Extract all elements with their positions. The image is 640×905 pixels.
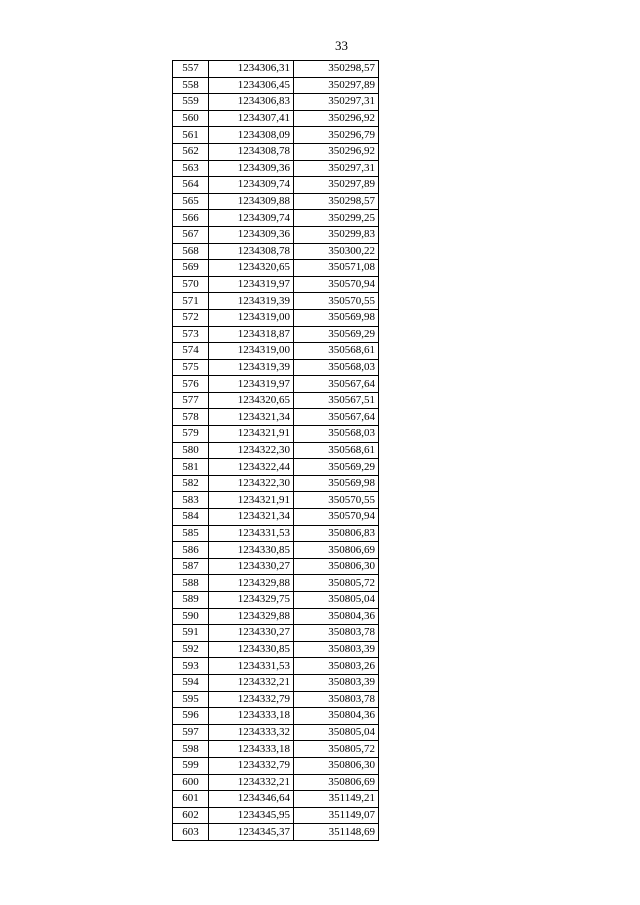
point-number-cell: 595 [173, 691, 209, 708]
y-coordinate-cell: 350803,26 [294, 658, 379, 675]
table-row [173, 276, 379, 293]
table-row [173, 94, 379, 111]
table-row [173, 160, 379, 177]
x-coordinate-cell: 1234322,30 [209, 475, 294, 492]
x-coordinate-cell: 1234319,39 [209, 293, 294, 310]
x-coordinate-cell: 1234309,88 [209, 193, 294, 210]
point-number-cell: 588 [173, 575, 209, 592]
x-coordinate-cell: 1234345,95 [209, 807, 294, 824]
point-number-cell: 557 [173, 61, 209, 78]
y-coordinate-cell: 350299,83 [294, 226, 379, 243]
x-coordinate-cell: 1234329,88 [209, 608, 294, 625]
table-row [173, 376, 379, 393]
table-row [173, 724, 379, 741]
y-coordinate-cell: 350569,29 [294, 459, 379, 476]
point-number-cell: 565 [173, 193, 209, 210]
y-coordinate-cell: 350805,72 [294, 741, 379, 758]
table-row [173, 741, 379, 758]
table-row [173, 61, 379, 78]
x-coordinate-cell: 1234321,34 [209, 409, 294, 426]
point-number-cell: 586 [173, 542, 209, 559]
table-row [173, 558, 379, 575]
table-row [173, 791, 379, 808]
table-row [173, 193, 379, 210]
point-number-cell: 559 [173, 94, 209, 111]
x-coordinate-cell: 1234306,31 [209, 61, 294, 78]
coordinates-table-container [172, 60, 379, 841]
y-coordinate-cell: 350803,39 [294, 641, 379, 658]
table-row [173, 641, 379, 658]
x-coordinate-cell: 1234308,78 [209, 243, 294, 260]
table-row [173, 226, 379, 243]
point-number-cell: 594 [173, 674, 209, 691]
point-number-cell: 581 [173, 459, 209, 476]
table-row [173, 774, 379, 791]
point-number-cell: 578 [173, 409, 209, 426]
point-number-cell: 592 [173, 641, 209, 658]
table-row [173, 392, 379, 409]
y-coordinate-cell: 350803,39 [294, 674, 379, 691]
x-coordinate-cell: 1234309,74 [209, 177, 294, 194]
y-coordinate-cell: 350298,57 [294, 61, 379, 78]
y-coordinate-cell: 350806,30 [294, 757, 379, 774]
y-coordinate-cell: 350805,04 [294, 592, 379, 609]
y-coordinate-cell: 350567,64 [294, 376, 379, 393]
table-row [173, 260, 379, 277]
point-number-cell: 585 [173, 525, 209, 542]
table-row [173, 177, 379, 194]
point-number-cell: 574 [173, 343, 209, 360]
y-coordinate-cell: 350803,78 [294, 625, 379, 642]
table-row [173, 409, 379, 426]
y-coordinate-cell: 350570,55 [294, 492, 379, 509]
y-coordinate-cell: 350804,36 [294, 708, 379, 725]
y-coordinate-cell: 350570,94 [294, 509, 379, 526]
y-coordinate-cell: 350568,61 [294, 343, 379, 360]
point-number-cell: 593 [173, 658, 209, 675]
y-coordinate-cell: 350568,03 [294, 359, 379, 376]
x-coordinate-cell: 1234318,87 [209, 326, 294, 343]
table-row [173, 343, 379, 360]
x-coordinate-cell: 1234306,45 [209, 77, 294, 94]
x-coordinate-cell: 1234330,27 [209, 558, 294, 575]
x-coordinate-cell: 1234321,34 [209, 509, 294, 526]
point-number-cell: 584 [173, 509, 209, 526]
y-coordinate-cell: 350804,36 [294, 608, 379, 625]
x-coordinate-cell: 1234322,44 [209, 459, 294, 476]
x-coordinate-cell: 1234331,53 [209, 658, 294, 675]
y-coordinate-cell: 350806,69 [294, 774, 379, 791]
y-coordinate-cell: 350570,94 [294, 276, 379, 293]
coordinates-table [172, 60, 379, 841]
point-number-cell: 600 [173, 774, 209, 791]
point-number-cell: 582 [173, 475, 209, 492]
y-coordinate-cell: 350299,25 [294, 210, 379, 227]
point-number-cell: 576 [173, 376, 209, 393]
table-row [173, 210, 379, 227]
y-coordinate-cell: 350567,64 [294, 409, 379, 426]
table-row [173, 542, 379, 559]
x-coordinate-cell: 1234307,41 [209, 110, 294, 127]
y-coordinate-cell: 350296,79 [294, 127, 379, 144]
table-row [173, 127, 379, 144]
point-number-cell: 562 [173, 143, 209, 160]
table-row [173, 708, 379, 725]
point-number-cell: 571 [173, 293, 209, 310]
x-coordinate-cell: 1234319,39 [209, 359, 294, 376]
x-coordinate-cell: 1234319,00 [209, 343, 294, 360]
table-row [173, 110, 379, 127]
y-coordinate-cell: 350297,89 [294, 77, 379, 94]
table-row [173, 359, 379, 376]
table-row [173, 475, 379, 492]
y-coordinate-cell: 350567,51 [294, 392, 379, 409]
y-coordinate-cell: 351148,69 [294, 824, 379, 841]
y-coordinate-cell: 351149,21 [294, 791, 379, 808]
coordinates-table-body [173, 61, 379, 841]
x-coordinate-cell: 1234332,21 [209, 774, 294, 791]
x-coordinate-cell: 1234321,91 [209, 426, 294, 443]
point-number-cell: 579 [173, 426, 209, 443]
table-row [173, 442, 379, 459]
y-coordinate-cell: 350297,31 [294, 94, 379, 111]
point-number-cell: 597 [173, 724, 209, 741]
point-number-cell: 587 [173, 558, 209, 575]
table-row [173, 326, 379, 343]
y-coordinate-cell: 350806,69 [294, 542, 379, 559]
point-number-cell: 573 [173, 326, 209, 343]
point-number-cell: 564 [173, 177, 209, 194]
y-coordinate-cell: 350571,08 [294, 260, 379, 277]
page-number: 33 [335, 38, 348, 53]
table-row [173, 243, 379, 260]
y-coordinate-cell: 350805,04 [294, 724, 379, 741]
table-row [173, 691, 379, 708]
point-number-cell: 589 [173, 592, 209, 609]
point-number-cell: 569 [173, 260, 209, 277]
y-coordinate-cell: 350806,83 [294, 525, 379, 542]
y-coordinate-cell: 350298,57 [294, 193, 379, 210]
x-coordinate-cell: 1234308,78 [209, 143, 294, 160]
x-coordinate-cell: 1234322,30 [209, 442, 294, 459]
table-row [173, 525, 379, 542]
x-coordinate-cell: 1234319,00 [209, 309, 294, 326]
point-number-cell: 580 [173, 442, 209, 459]
point-number-cell: 563 [173, 160, 209, 177]
x-coordinate-cell: 1234333,32 [209, 724, 294, 741]
table-row [173, 592, 379, 609]
point-number-cell: 596 [173, 708, 209, 725]
table-row [173, 575, 379, 592]
point-number-cell: 602 [173, 807, 209, 824]
y-coordinate-cell: 350568,61 [294, 442, 379, 459]
y-coordinate-cell: 351149,07 [294, 807, 379, 824]
x-coordinate-cell: 1234309,74 [209, 210, 294, 227]
y-coordinate-cell: 350296,92 [294, 110, 379, 127]
table-row [173, 143, 379, 160]
x-coordinate-cell: 1234332,79 [209, 757, 294, 774]
point-number-cell: 558 [173, 77, 209, 94]
point-number-cell: 601 [173, 791, 209, 808]
y-coordinate-cell: 350300,22 [294, 243, 379, 260]
x-coordinate-cell: 1234332,79 [209, 691, 294, 708]
table-row [173, 608, 379, 625]
point-number-cell: 575 [173, 359, 209, 376]
y-coordinate-cell: 350805,72 [294, 575, 379, 592]
x-coordinate-cell: 1234308,09 [209, 127, 294, 144]
y-coordinate-cell: 350569,29 [294, 326, 379, 343]
y-coordinate-cell: 350568,03 [294, 426, 379, 443]
y-coordinate-cell: 350296,92 [294, 143, 379, 160]
y-coordinate-cell: 350297,31 [294, 160, 379, 177]
point-number-cell: 561 [173, 127, 209, 144]
table-row [173, 426, 379, 443]
point-number-cell: 590 [173, 608, 209, 625]
x-coordinate-cell: 1234332,21 [209, 674, 294, 691]
point-number-cell: 568 [173, 243, 209, 260]
x-coordinate-cell: 1234306,83 [209, 94, 294, 111]
x-coordinate-cell: 1234329,75 [209, 592, 294, 609]
table-row [173, 824, 379, 841]
table-row [173, 309, 379, 326]
x-coordinate-cell: 1234330,85 [209, 641, 294, 658]
x-coordinate-cell: 1234319,97 [209, 276, 294, 293]
point-number-cell: 577 [173, 392, 209, 409]
table-row [173, 658, 379, 675]
point-number-cell: 570 [173, 276, 209, 293]
x-coordinate-cell: 1234320,65 [209, 260, 294, 277]
table-row [173, 492, 379, 509]
table-row [173, 293, 379, 310]
point-number-cell: 567 [173, 226, 209, 243]
point-number-cell: 598 [173, 741, 209, 758]
point-number-cell: 591 [173, 625, 209, 642]
point-number-cell: 560 [173, 110, 209, 127]
x-coordinate-cell: 1234331,53 [209, 525, 294, 542]
table-row [173, 757, 379, 774]
point-number-cell: 566 [173, 210, 209, 227]
y-coordinate-cell: 350570,55 [294, 293, 379, 310]
table-row [173, 674, 379, 691]
x-coordinate-cell: 1234329,88 [209, 575, 294, 592]
table-row [173, 459, 379, 476]
x-coordinate-cell: 1234320,65 [209, 392, 294, 409]
table-row [173, 625, 379, 642]
x-coordinate-cell: 1234330,27 [209, 625, 294, 642]
x-coordinate-cell: 1234333,18 [209, 741, 294, 758]
x-coordinate-cell: 1234346,64 [209, 791, 294, 808]
y-coordinate-cell: 350569,98 [294, 475, 379, 492]
x-coordinate-cell: 1234309,36 [209, 160, 294, 177]
table-row [173, 77, 379, 94]
point-number-cell: 572 [173, 309, 209, 326]
x-coordinate-cell: 1234321,91 [209, 492, 294, 509]
table-row [173, 509, 379, 526]
table-row [173, 807, 379, 824]
y-coordinate-cell: 350806,30 [294, 558, 379, 575]
point-number-cell: 599 [173, 757, 209, 774]
point-number-cell: 583 [173, 492, 209, 509]
x-coordinate-cell: 1234345,37 [209, 824, 294, 841]
point-number-cell: 603 [173, 824, 209, 841]
y-coordinate-cell: 350297,89 [294, 177, 379, 194]
x-coordinate-cell: 1234333,18 [209, 708, 294, 725]
y-coordinate-cell: 350569,98 [294, 309, 379, 326]
x-coordinate-cell: 1234330,85 [209, 542, 294, 559]
x-coordinate-cell: 1234319,97 [209, 376, 294, 393]
x-coordinate-cell: 1234309,36 [209, 226, 294, 243]
y-coordinate-cell: 350803,78 [294, 691, 379, 708]
